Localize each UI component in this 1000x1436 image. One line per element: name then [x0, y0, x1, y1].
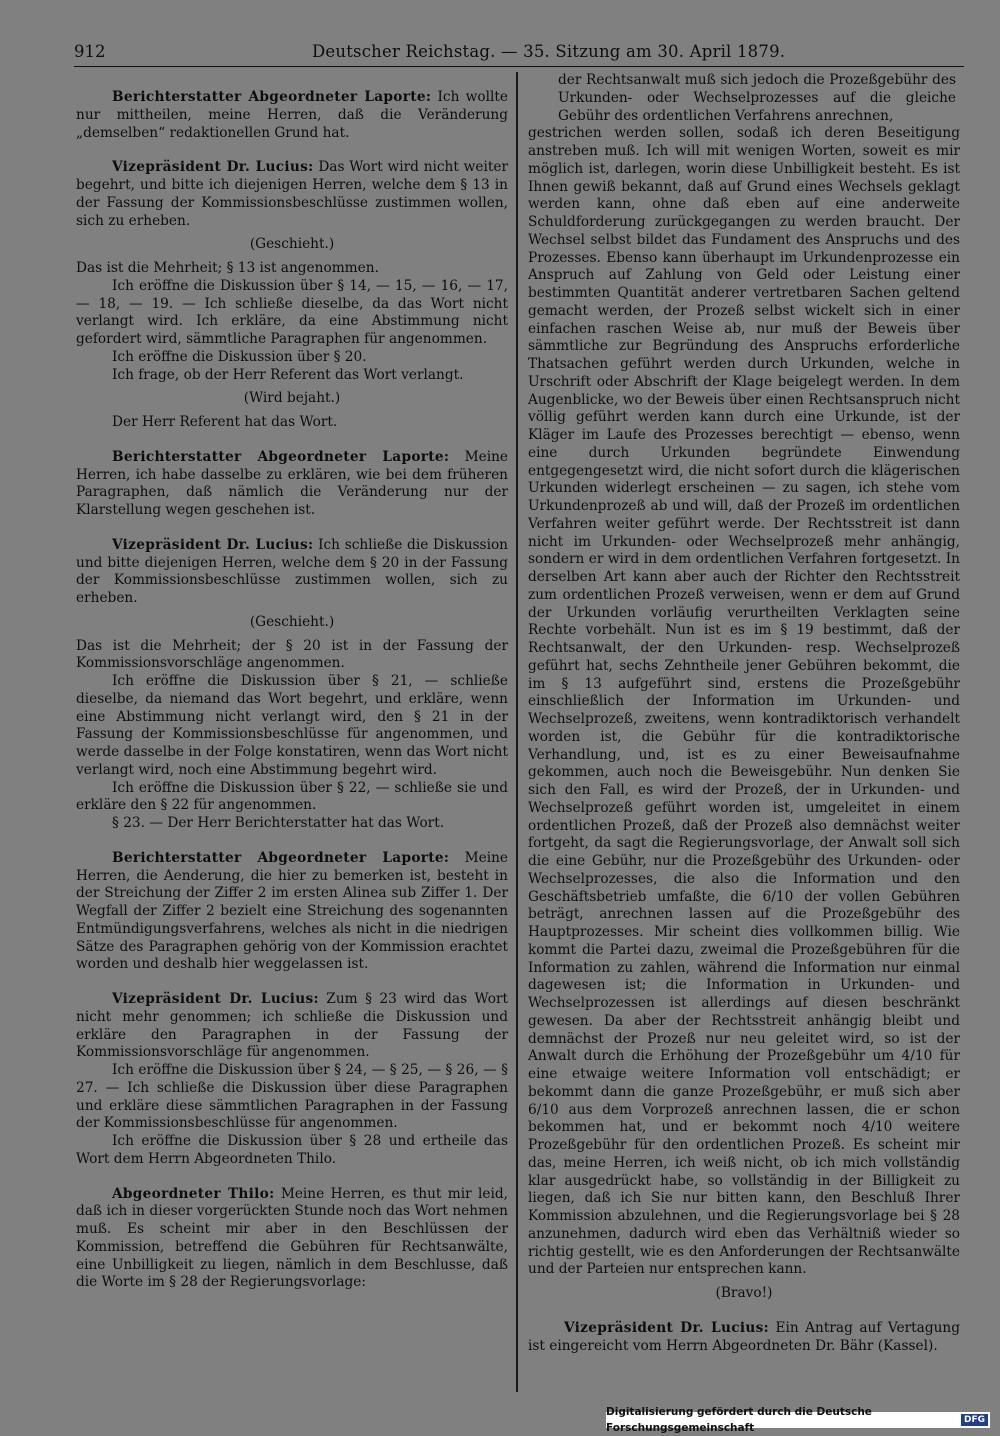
speech-paragraph	[76, 159, 508, 230]
stage-direction: (Geschieht.)	[249, 613, 335, 630]
speaker-name: Berichterstatter Abgeordneter Laporte:	[112, 448, 450, 465]
funding-note: Digitalisierung gefördert durch die Deutsche Forschungsgemeinschaft	[606, 1406, 872, 1434]
speaker-name: Abgeordneter Thilo:	[112, 1185, 275, 1202]
stage-direction: (Wird bejaht.)	[243, 390, 341, 407]
speech-paragraph	[76, 89, 508, 142]
page-number: 912	[74, 42, 106, 61]
speech-text: Ein Antrag auf Vertagung ist eingereicht vom Herrn Abgeordneten Dr. Bähr (Kassel).	[528, 1319, 961, 1354]
header-rule	[74, 66, 964, 67]
speech-text: Meine Herren, ich habe dasselbe zu erklären, wie bei dem früheren Paragraphen, daß nämlich die Veränderung nur der Klarstellung wegen geschehen ist.	[76, 448, 508, 518]
speech-paragraph	[528, 1320, 960, 1356]
quoted-passage: der Rechtsanwalt muß sich jedoch die Prozeßgebühr des Urkunden- oder Wechselprozesses auf die gleiche Gebühr des ordentlichen Verfahrens anrechnen,	[558, 72, 956, 124]
speech-paragraph	[76, 991, 508, 1062]
left-column	[76, 72, 508, 1292]
paragraph: Ich eröffne die Diskussion über § 22, — schließe sie und erkläre den § 22 für angenommen.	[76, 779, 508, 814]
paragraph: Ich eröffne die Diskussion über § 21, — schließe dieselbe, da niemand das Wort begehrt, und erkläre, wenn eine Abstimmung nicht verlangt wird, den § 21 in der Fassung der Kommissionsbeschlüsse für angenommen, und werde dasselbe in der Folge konstatiren, wenn das Wort nicht verlangt wird, noch eine Abstimmung begehrt wird.	[76, 673, 508, 778]
speech-text: Zum § 23 wird das Wort nicht mehr genommen; ich schließe die Diskussion und erkläre den Paragraphen in der Fassung der Kommissionsvorschläge für angenommen.	[76, 991, 508, 1061]
speech-text: Ich schließe die Diskussion und bitte diejenigen Herren, welche dem § 20 in der Fassung der Kommissionsbeschlüsse zustimmen wollen, sich zu erheben.	[76, 536, 508, 606]
footer-bar	[606, 1406, 990, 1434]
speech-paragraph	[76, 537, 508, 608]
speaker-name: Vizepräsident Dr. Lucius:	[112, 536, 314, 553]
dfg-logo: DFG	[961, 1414, 988, 1426]
paragraph: Das ist die Mehrheit; § 13 ist angenommen.	[76, 260, 379, 276]
paragraph: Der Herr Referent hat das Wort.	[112, 414, 338, 430]
paragraph: Ich eröffne die Diskussion über § 14, — 15, — 16, — 17, — 18, — 19. — Ich schließe dieselbe, da das Wort nicht verlangt wird. Ich erkläre, da eine Abstimmung nicht gefordert wird, sämmtliche Paragraphen für angenommen.	[76, 277, 508, 347]
speech-text: Ich wollte nur mittheilen, meine Herren, daß die Veränderung „demselben“ redaktionellen Grund hat.	[76, 89, 508, 141]
speaker-name: Vizepräsident Dr. Lucius:	[112, 159, 314, 176]
speaker-name: Vizepräsident Dr. Lucius:	[564, 1319, 769, 1336]
paragraph: Ich eröffne die Diskussion über § 24, — § 25, — § 26, — § 27. — Ich schließe die Diskussion über diese Paragraphen und erkläre diese sämmtlichen Paragraphen in der Fassung der Kommissionsbeschlüsse für angenommen.	[76, 1062, 508, 1132]
page-header	[74, 40, 964, 64]
speech-paragraph	[76, 1186, 508, 1293]
paragraph: gestrichen werden sollen, sodaß ich deren Beseitigung anstreben muß. Ich will mit wenigen Worten, soweit es mir möglich ist, darlegen, worin diese Unbilligkeit besteht. Es ist Ihnen gewiß bekannt, daß auf Grund eines Wechsels geklagt werden kann, ohne daß eben auf eine anderweite Schuldforderung zurückgegangen zu werden braucht. Der Wechsel selbst bildet das Fundament des Anspruchs und des Prozesses. Ebenso kann überhaupt im Urkundenprozesse ein Anspruch auf Zahlung von Geld oder Leistung einer bestimmten Quantität anderer vertretbaren Sachen geltend gemacht werden, der Prozeß selbst wickelt sich in einer einfachen raschen Weise ab, nur muß der Beweis über sämmtliche zur Begründung des Anspruchs erforderliche Thatsachen geführt werden durch Urkunden, welche in Urschrift oder Abschrift der Klage beigelegt werden. In dem Augenblicke, wo der Beweis über einen Rechtsanspruch nicht völlig geführt werden kann durch eine Urkunde, ist der Kläger im Laufe des Prozesses berechtigt — ebenso, wenn eine durch Urkunden begründete Einwendung entgegengesetzt wird, die nicht sofort durch die klägerischen Urkunden widerlegt erscheinen — zu sagen, ich stehe vom Urkundenprozeß ab und will, daß der Prozeß im ordentlichen Verfahren weiter geführt werde. Der Rechtsstreit ist dann nicht im Urkunden- oder Wechselprozeß mehr anhängig, sondern er wird in dem ordentlichen Verfahren fortgesetzt. In derselben Art kann aber auch der Richter den Rechtsstreit zum ordentlichen Prozeß verweisen, wenn er dem auf Grund der Urkunden vorläufig verurtheilten Verklagten seine Rechte vorbehält. Nun ist es im § 19 bestimmt, daß der Rechtsanwalt, der den Urkunden- resp. Wechselprozeß geführt hat, sechs Zehntheile jener Gebühren bekommt, die im § 13 aufgeführt sind, erstens die Prozeßgebühr einschließlich der Information im Urkunden- und Wechselprozeß, zweitens, wenn kontradiktorisch verhandelt worden ist, die Gebühr für die kontradiktorische Verhandlung, und, ist es zu einer Beweisaufnahme gekommen, auch noch die Beweisgebühr. Nun denken Sie sich den Fall, es wird der Prozeß, der in Urkunden- und Wechselprozeß geführt worden ist, umgeleitet in einem ordentlichen Prozeß, daß der Prozeß also demnächst weiter fortgeht, da sagt die Regierungsvorlage, der Anwalt soll sich die eine Gebühr, nur die Prozeßgebühr des Urkunden- oder Wechselprozesses, die also die Information und den Geschäftsbetrieb umfaßte, die 6/10 der vollen Gebühren beträgt, anrechnen lassen auf die Prozeßgebühr des Hauptprozesses. Mir scheint dies vollkommen billig. Wie kommt die Partei dazu, zweimal die Prozeßgebühren für die Information zu zahlen, während die Information nur einmal dagewesen ist; die Information in Urkunden- und Wechselprozessen ist allerdings auf diesen beschränkt gewesen. Da aber der Rechtsstreit anhängig bleibt und demnächst der Prozeß nur neu geleitet wird, so ist der Anwalt durch die Erhöhung der Prozeßgebühr um 4/10 für eine etwaige weitere Information voll entschädigt; er bekommt dann die ganze Prozeßgebühr, er muß sich aber 6/10 aus dem Vorprozeß anrechnen lassen, die er schon bekommen hat, und er bekommt noch 4/10 weitere Prozeßgebühr für den ordentlichen Prozeß. Es scheint mir das, meine Herren, ich weiß nicht, ob ich mich vollständig klar ausgedrückt habe, so vollständig in der Billigkeit zu liegen, daß ich Sie nur bitten kann, den Beschluß Ihrer Kommission abzulehnen, und die Regierungsvorlage bei § 28 anzunehmen, dadurch wird eben das Verhältniß wieder so richtig gestellt, wie es den Anforderungen der Rechtsanwälte und der Parteien nur entsprechen kann.	[528, 125, 960, 1278]
speech-text: Meine Herren, die Aenderung, die hier zu bemerken ist, besteht in der Streichung der Ziffer 2 im ersten Alinea sub Ziffer 1. Der Wegfall der Ziffer 2 bezielt eine Streichung des sogenannten Entmündigungsverfahrens, welches als nicht in die niedrigen Sätze des Paragraphen gehörig von der Kommission erachtet worden und deshalb hier weggelassen ist.	[76, 849, 508, 973]
right-column	[528, 72, 960, 1355]
speech-text: Das Wort wird nicht weiter begehrt, und bitte ich diejenigen Herren, welche dem § 13 in der Fassung der Kommissionsbeschlüsse zustimmen wollen, sich zu erheben.	[76, 159, 509, 229]
paragraph: Das ist die Mehrheit; der § 20 ist in der Fassung der Kommissionsvorschläge angenommen.	[76, 637, 508, 672]
speech-text: Meine Herren, es thut mir leid, daß ich in dieser vorgerückten Stunde noch das Wort nehmen muß. Es scheint mir aber in den Beschlüssen der Kommission, betreffend die Gebühren für Rechtsanwälte, eine Unbilligkeit zu liegen, nämlich in dem Beschlusse, daß die Worte im § 28 der Regierungsvorlage:	[76, 1185, 508, 1291]
stage-direction: (Bravo!)	[715, 1285, 773, 1301]
paragraph: Ich eröffne die Diskussion über § 20.	[112, 348, 367, 365]
paragraph: Ich frage, ob der Herr Referent das Wort verlangt.	[112, 366, 464, 383]
stage-direction: (Geschieht.)	[249, 236, 335, 253]
paragraph: Ich eröffne die Diskussion über § 28 und ertheile das Wort dem Herrn Abgeordneten Thilo.	[76, 1133, 508, 1167]
speech-paragraph	[76, 850, 508, 974]
running-title: Deutscher Reichstag. — 35. Sitzung am 30. April 1879.	[312, 42, 786, 61]
paragraph: § 23. — Der Herr Berichterstatter hat das Wort.	[112, 815, 445, 831]
column-divider	[516, 72, 518, 1392]
speech-paragraph	[76, 449, 508, 520]
speaker-name: Berichterstatter Abgeordneter Laporte:	[112, 89, 432, 105]
speaker-name: Vizepräsident Dr. Lucius:	[112, 991, 319, 1007]
speaker-name: Berichterstatter Abgeordneter Laporte:	[112, 849, 450, 866]
